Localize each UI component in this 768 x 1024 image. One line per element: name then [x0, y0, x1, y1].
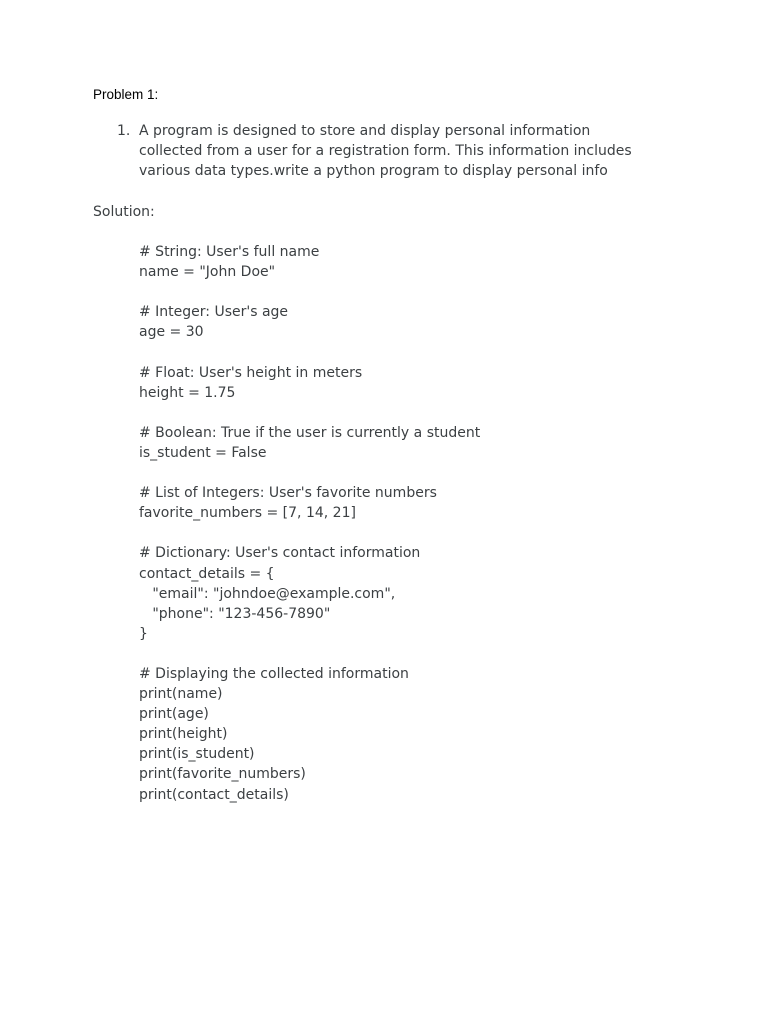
solution-label: Solution: [93, 204, 155, 220]
code-line: # Integer: User's age [139, 304, 289, 321]
code-line: } [139, 625, 148, 642]
code-line: height = 1.75 [139, 384, 236, 401]
code-block [139, 242, 480, 805]
code-line: # Dictionary: User's contact information [139, 545, 421, 562]
code-line: # List of Integers: User's favorite numbers [139, 485, 437, 502]
code-blank-line [139, 523, 480, 543]
code-blank-line [139, 463, 480, 483]
code-line: "phone": "123-456-7890" [139, 605, 331, 622]
code-line: print(height) [139, 726, 228, 743]
code-line: print(age) [139, 706, 209, 723]
code-line: name = "John Doe" [139, 264, 276, 281]
code-blank-line [139, 282, 480, 302]
code-line: is_student = False [139, 444, 267, 461]
code-blank-line [139, 403, 480, 423]
code-line: # String: User's full name [139, 244, 320, 260]
code-line: print(name) [139, 686, 223, 703]
code-line: age = 30 [139, 324, 204, 341]
code-line: print(is_student) [139, 746, 255, 763]
list-item-number: 1. [117, 123, 131, 139]
code-blank-line [139, 342, 480, 362]
problem-description: A program is designed to store and display personal information collected from a user for a registration form. This information includes various data types.write a python program to display personal info [139, 123, 632, 179]
code-line: # Displaying the collected information [139, 665, 409, 682]
code-line: print(contact_details) [139, 786, 289, 803]
code-line: print(favorite_numbers) [139, 766, 306, 783]
code-blank-line [139, 644, 480, 664]
code-line: # Float: User's height in meters [139, 364, 363, 381]
code-line: contact_details = { [139, 565, 275, 582]
problem-heading: Problem 1: [93, 87, 159, 102]
code-line: favorite_numbers = [7, 14, 21] [139, 505, 356, 522]
code-line: "email": "johndoe@example.com", [139, 585, 396, 602]
code-line: # Boolean: True if the user is currently a student [139, 424, 481, 441]
